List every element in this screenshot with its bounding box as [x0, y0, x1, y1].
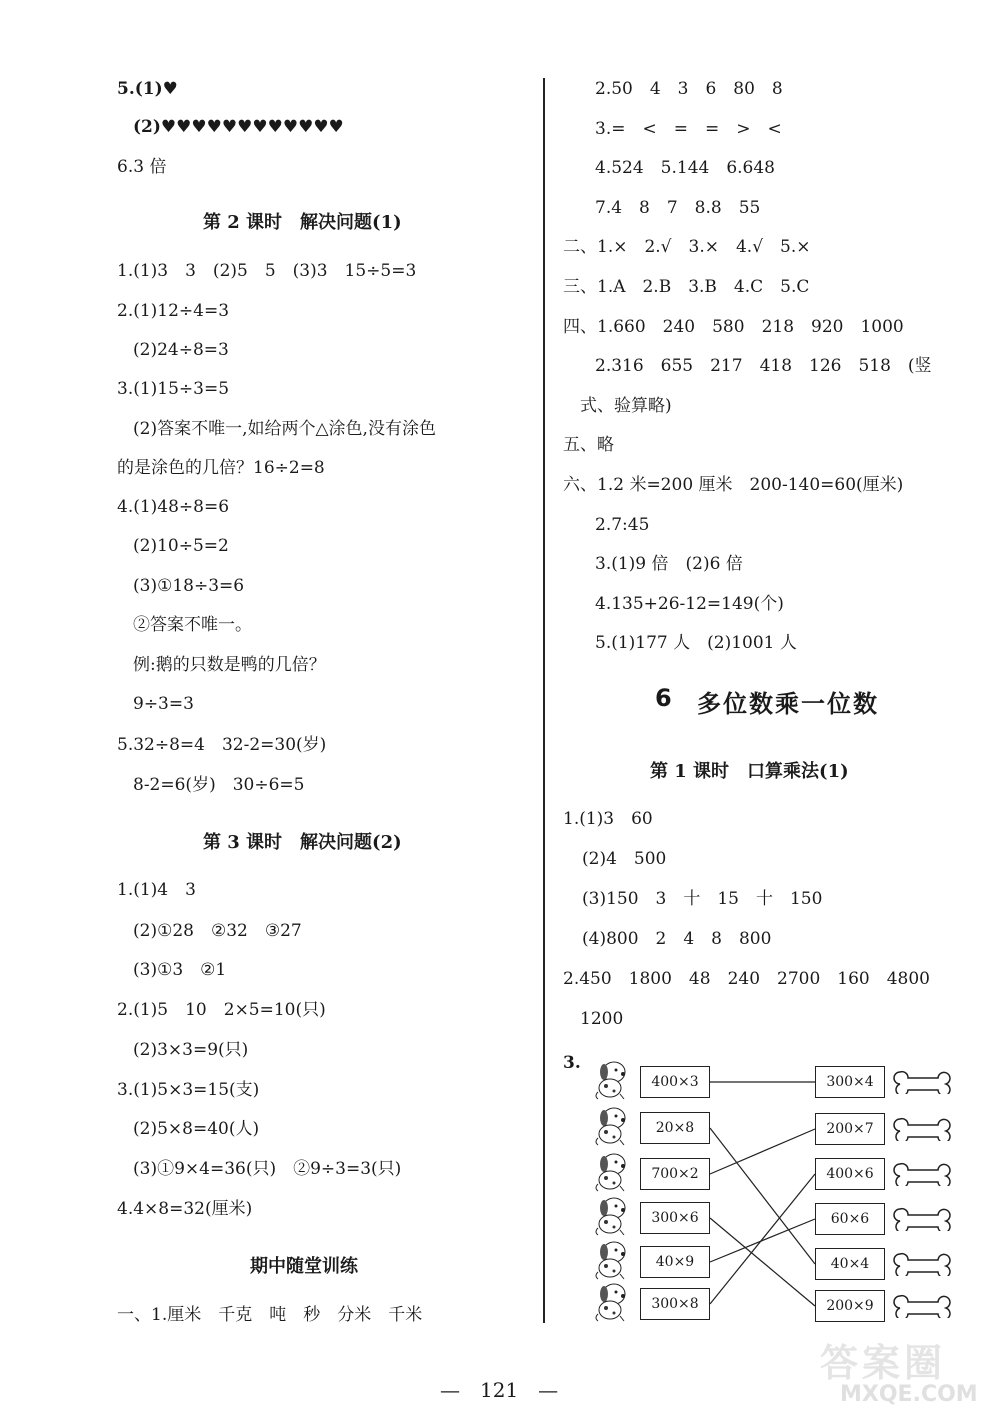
answer-line: (2)4 500 — [582, 849, 667, 869]
answer-line: 五、略 — [563, 435, 614, 455]
puppy-icon — [590, 1238, 634, 1280]
puppy-icon — [590, 1194, 634, 1236]
left-box: 700×2 — [640, 1158, 710, 1190]
watermark-logo — [820, 1332, 978, 1412]
lesson-title: 第 3 课时 解决问题(2) — [203, 832, 402, 853]
answer-line: 4.524 5.144 6.648 — [595, 158, 776, 178]
right-box: 200×9 — [815, 1290, 885, 1322]
puppy-icon — [590, 1280, 634, 1322]
right-box: 60×6 — [815, 1203, 885, 1235]
right-box: 40×4 — [815, 1248, 885, 1280]
answer-line: 6.3 倍 — [117, 157, 167, 177]
answer-line: 3.(1)15÷3=5 — [117, 379, 230, 399]
answer-line: (2)10÷5=2 — [133, 536, 229, 556]
answer-line: (2)5×8=40(人) — [133, 1119, 260, 1139]
answer-line: (3)①3 ②1 — [133, 960, 227, 980]
answer-line: 的是涂色的几倍？16÷2=8 — [117, 458, 325, 478]
matching-line — [710, 1219, 815, 1262]
matching-line — [710, 1218, 815, 1306]
answer-line: 4.(1)48÷8=6 — [117, 497, 230, 517]
answer-line: (2)♥♥♥♥♥♥♥♥♥♥♥♥ — [133, 117, 344, 137]
chapter-number: 6 — [655, 684, 672, 712]
matching-line — [710, 1174, 815, 1304]
answer-line: 4.4×8=32(厘米) — [117, 1199, 253, 1219]
page-number-value: 121 — [480, 1378, 519, 1402]
answer-line: (2)24÷8=3 — [133, 340, 229, 360]
bone-icon — [890, 1205, 956, 1231]
lesson-title: 第 1 课时 口算乘法(1) — [650, 761, 849, 782]
answer-line: 2.(1)5 10 2×5=10(只) — [117, 1000, 326, 1020]
matching-line — [710, 1128, 815, 1264]
answer-line: 2.450 1800 48 240 2700 160 4800 — [563, 969, 930, 989]
answer-line: 3.(1)9 倍 (2)6 倍 — [595, 554, 743, 574]
answer-line: 2.(1)12÷4=3 — [117, 301, 230, 321]
answer-line: (3)①9×4=36(只) ②9÷3=3(只) — [133, 1159, 402, 1179]
bone-icon — [890, 1292, 956, 1318]
answer-line: 5.(1)177 人 (2)1001 人 — [595, 633, 797, 653]
answer-line: 1.(1)3 60 — [563, 809, 653, 829]
answer-line: 二、1.× 2.√ 3.× 4.√ 5.× — [563, 237, 811, 257]
answer-line: 1.(1)3 3 (2)5 5 (3)3 15÷5=3 — [117, 261, 417, 281]
answer-line: 六、1.2 米=200 厘米 200-140=60(厘米) — [563, 475, 904, 495]
answer-line: 1200 — [580, 1009, 624, 1029]
puppy-icon — [590, 1150, 634, 1192]
answer-line: 三、1.A 2.B 3.B 4.C 5.C — [563, 277, 810, 297]
answer-line: 2.50 4 3 6 80 8 — [595, 79, 783, 99]
right-box: 400×6 — [815, 1158, 885, 1190]
answer-line: 2.7:45 — [595, 515, 650, 535]
answer-line: 四、1.660 240 580 218 920 1000 — [563, 317, 904, 337]
column-divider — [543, 78, 545, 1323]
puppy-icon — [590, 1058, 634, 1100]
answer-line: 3.= < = = > < — [595, 119, 782, 139]
answer-line: (3)150 3 十 15 十 150 — [582, 889, 823, 909]
answer-line: 3. — [563, 1053, 581, 1073]
answer-line: (2)3×3=9(只) — [133, 1040, 249, 1060]
answer-line: 9÷3=3 — [133, 694, 194, 714]
lesson-title: 第 2 课时 解决问题(1) — [203, 212, 402, 233]
left-box: 20×8 — [640, 1112, 710, 1144]
section-title: 期中随堂训练 — [250, 1256, 358, 1277]
answer-line: 式、验算略) — [580, 396, 672, 416]
bone-icon — [890, 1160, 956, 1186]
chapter-title: 多位数乘一位数 — [697, 690, 879, 718]
right-box: 200×7 — [815, 1113, 885, 1145]
answer-line: 3.(1)5×3=15(支) — [117, 1080, 260, 1100]
left-box: 400×3 — [640, 1066, 710, 1098]
answer-line: (2)①28 ②32 ③27 — [133, 921, 302, 941]
left-box: 40×9 — [640, 1246, 710, 1278]
answer-line: 4.135+26-12=149(个) — [595, 594, 784, 614]
bone-icon — [890, 1250, 956, 1276]
left-box: 300×8 — [640, 1288, 710, 1320]
answer-line: 一、1.厘米 千克 吨 秒 分米 千米 — [117, 1305, 423, 1325]
bone-icon — [890, 1115, 956, 1141]
answer-line: 2.316 655 217 418 126 518 (竖 — [595, 356, 932, 376]
answer-line: 5.(1)♥ — [117, 79, 178, 99]
watermark-text: 答案圈 — [820, 1341, 947, 1385]
answer-line: (3)①18÷3=6 — [133, 576, 245, 596]
matching-line — [710, 1129, 815, 1174]
puppy-icon — [590, 1104, 634, 1146]
answer-line: ②答案不唯一。 — [133, 615, 252, 635]
page-number: — 121 — — [440, 1378, 559, 1402]
answer-line: 1.(1)4 3 — [117, 880, 196, 900]
watermark-url: MXQE.COM — [840, 1382, 978, 1407]
answer-line: (4)800 2 4 8 800 — [582, 929, 772, 949]
answer-line: (2)答案不唯一,如给两个△涂色,没有涂色 — [133, 419, 436, 439]
right-box: 300×4 — [815, 1066, 885, 1098]
answer-line: 7.4 8 7 8.8 55 — [595, 198, 761, 218]
answer-line: 8-2=6(岁) 30÷6=5 — [133, 775, 305, 795]
answer-line: 例:鹅的只数是鸭的几倍？ — [133, 655, 326, 675]
left-box: 300×6 — [640, 1202, 710, 1234]
bone-icon — [890, 1068, 956, 1094]
answer-line: 5.32÷8=4 32-2=30(岁) — [117, 735, 327, 755]
